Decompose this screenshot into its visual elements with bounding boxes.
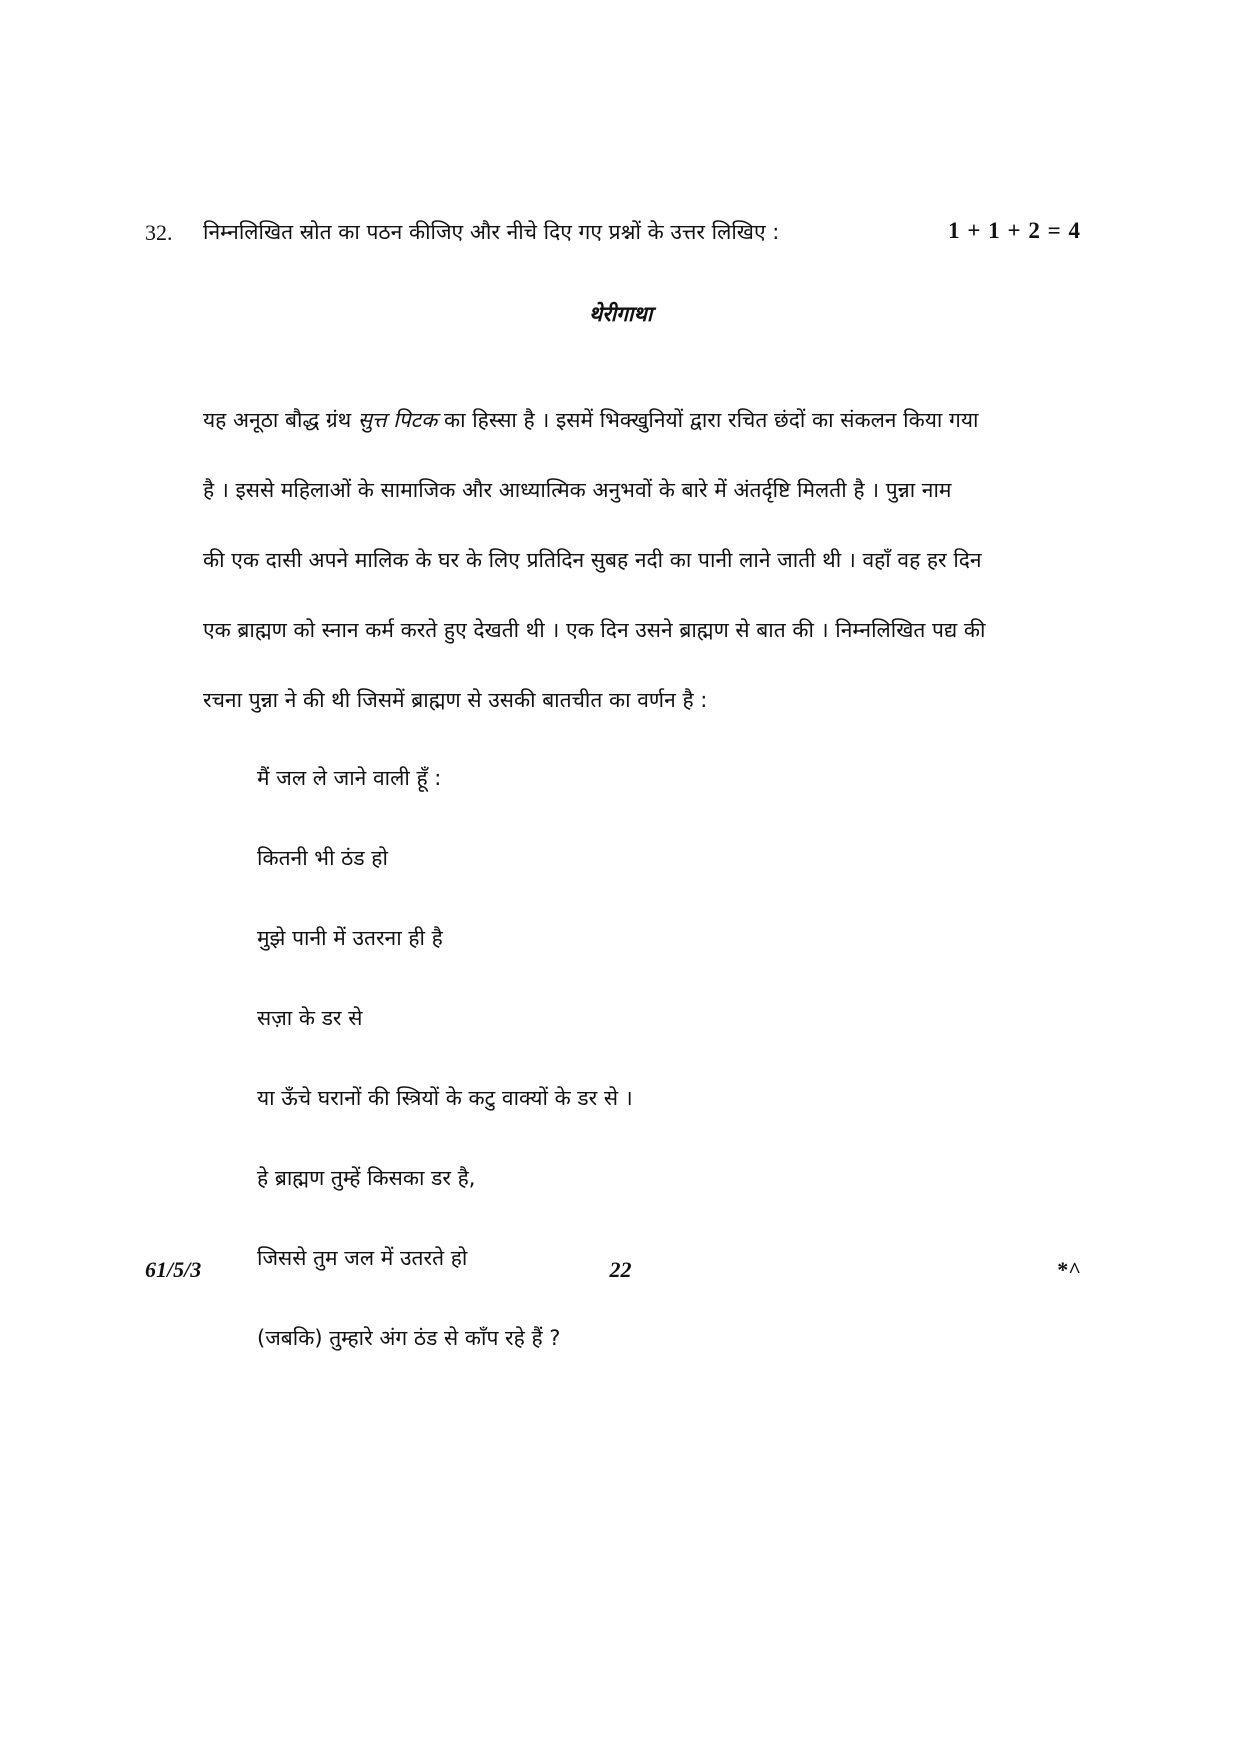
poem-line: हे ब्राह्मण तुम्हें किसका डर है,: [257, 1166, 476, 1190]
passage-line: एक ब्राह्मण को स्नान कर्म करते हुए देखती थी । एक दिन उसने ब्राह्मण से बात की । निम्नलिखित पद्य की: [203, 618, 986, 642]
passage-line: [203, 385, 1048, 455]
question-number: 32.: [145, 220, 173, 245]
poem-line: कितनी भी ठंड हो: [257, 846, 388, 870]
passage-line: रचना पुन्ना ने की थी जिसमें ब्राह्मण से उसकी बातचीत का वर्णन है :: [203, 688, 708, 712]
question-marks: 1 + 1 + 2 = 4: [948, 218, 1081, 243]
passage-text: का हिस्सा है । इसमें भिक्खुनियों द्वारा रचित छंदों का संकलन किया गया: [437, 408, 979, 432]
footer-mark: *^: [1057, 1257, 1081, 1282]
poem-line: (जबकि) तुम्हारे अंग ठंड से काँप रहे हैं ?: [257, 1326, 561, 1350]
passage-text: यह अनूठा बौद्ध ग्रंथ: [203, 408, 358, 432]
question-instruction: निम्नलिखित स्रोत का पठन कीजिए और नीचे दिए गए प्रश्नों के उत्तर लिखिए :: [203, 220, 780, 244]
poem-line: या ऊँचे घरानों की स्त्रियों के कटु वाक्यों के डर से ।: [257, 1086, 633, 1110]
poem-line: मैं जल ले जाने वाली हूँ :: [257, 766, 442, 790]
passage-line: है । इससे महिलाओं के सामाजिक और आध्यात्मिक अनुभवों के बारे में अंतर्दृष्टि मिलती है । पुन्ना नाम: [203, 478, 952, 502]
poem-line: जिससे तुम जल में उतरते हो: [257, 1246, 468, 1270]
passage-italic-text: सुत्त पिटक: [357, 408, 438, 432]
passage-line: की एक दासी अपने मालिक के घर के लिए प्रतिदिन सुबह नदी का पानी लाने जाती थी । वहाँ वह हर दिन: [203, 548, 982, 572]
page-number: 22: [609, 1257, 632, 1282]
poem-line: सज़ा के डर से: [257, 1006, 363, 1030]
poem: [257, 763, 633, 1403]
source-title: थेरीगाथा: [588, 302, 653, 326]
source-passage: [203, 385, 1048, 735]
paper-code: 61/5/3: [145, 1257, 202, 1282]
poem-line: मुझे पानी में उतरना ही है: [257, 926, 443, 950]
